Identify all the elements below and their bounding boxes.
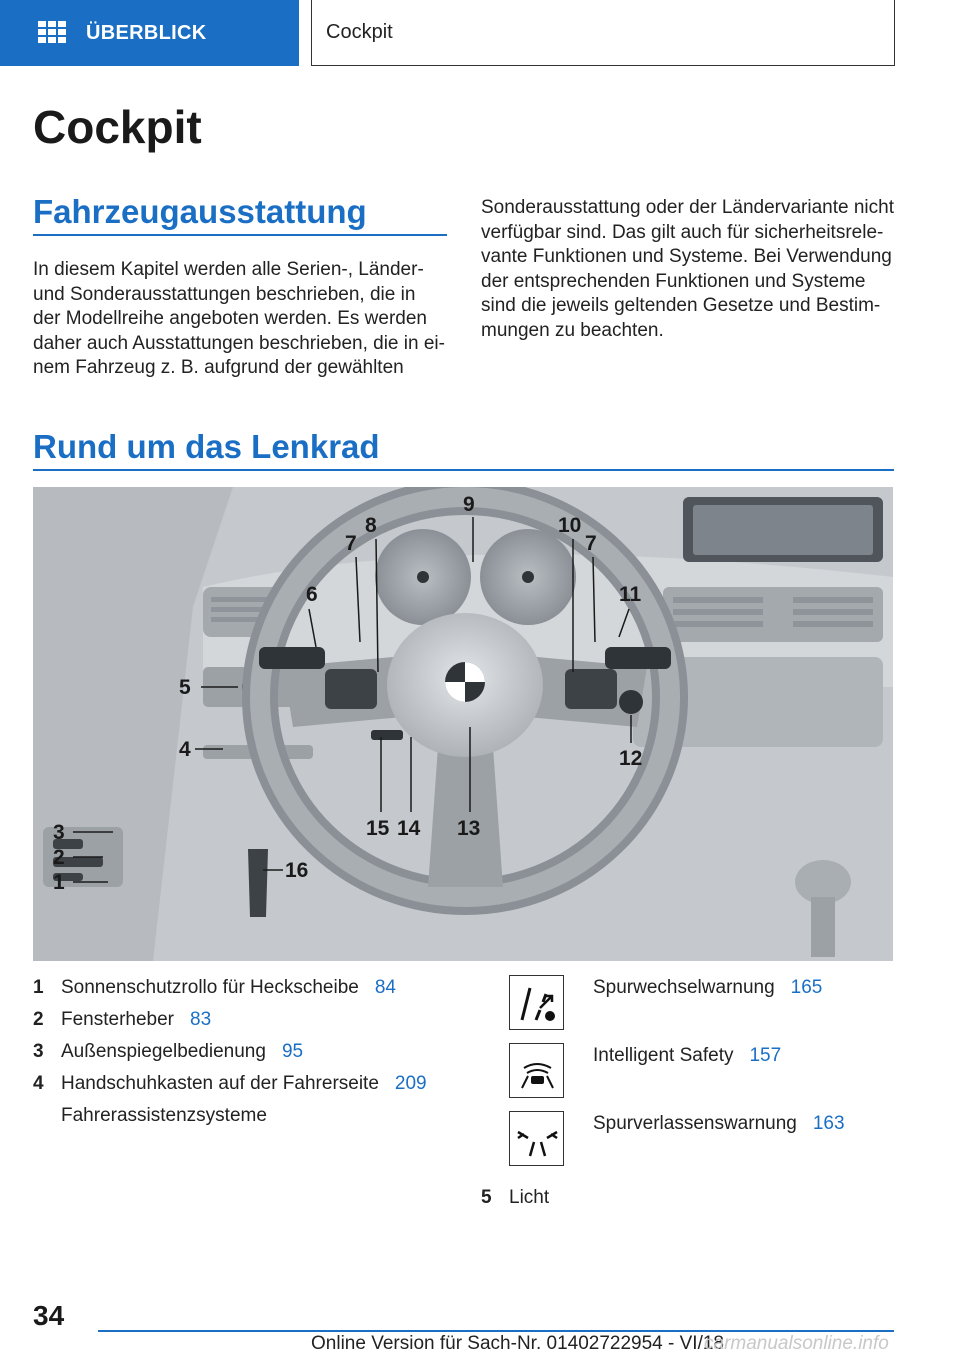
text-line: In diesem Kapitel werden alle Serien-, Länder- [33, 259, 424, 280]
text-line: sind die jeweils geltenden Gesetze und Bestim‐ [481, 295, 881, 316]
callout-7-right: 7 [585, 532, 597, 555]
callout-16: 16 [285, 859, 309, 882]
legend-item [33, 977, 396, 999]
callout-12: 12 [619, 747, 643, 770]
callout-9: 9 [463, 493, 475, 516]
section-rule [33, 234, 447, 236]
callout-4: 4 [179, 738, 191, 761]
overview-tab-label: ÜBERBLICK [86, 21, 207, 44]
callout-13: 13 [457, 817, 481, 840]
legend-number: 1 [33, 977, 44, 998]
text-line: Sonderausstattung oder der Ländervariante nicht [481, 197, 894, 218]
intro-paragraph-right [481, 196, 901, 343]
overview-tab[interactable] [0, 0, 299, 66]
legend-text: Spurverlassenswarnung [593, 1113, 797, 1134]
text-line: verfügbar sind. Das gilt auch für sicherheitsrele‐ [481, 221, 884, 243]
page-reference-link[interactable]: 209 [394, 1073, 427, 1094]
legend-item [593, 1045, 781, 1067]
page-reference-link[interactable]: 83 [190, 1009, 212, 1030]
text-line: vante Funktionen und Systeme. Bei Verwendung [481, 246, 892, 267]
callout-1: 1 [53, 871, 65, 894]
cockpit-drawing [33, 487, 893, 961]
callout-15: 15 [366, 817, 390, 840]
section-heading-fahrzeugausstattung: Fahrzeugausstattung [33, 193, 367, 230]
footer-rule [98, 1330, 894, 1332]
grid-menu-icon [38, 21, 66, 45]
legend-text: Spurwechselwarnung [593, 977, 775, 998]
section-heading-lenkrad: Rund um das Lenkrad [33, 428, 380, 465]
page-number: 34 [33, 1300, 65, 1331]
online-version-text: Online Version für Sach-Nr. 01402722954 - VI/18 [311, 1333, 724, 1354]
text-line: der entsprechenden Funktionen und Systeme [481, 270, 866, 292]
legend-text: Handschuhkasten auf der Fahrerseite [61, 1073, 379, 1094]
legend-item [593, 1113, 845, 1135]
legend-item [481, 1187, 549, 1209]
page-reference-link[interactable]: 163 [812, 1113, 845, 1134]
lane-change-warning-icon [509, 975, 564, 1030]
page-reference-link[interactable]: 157 [749, 1045, 782, 1066]
text-line: und Sonderausstattungen beschrieben, die in [33, 283, 416, 305]
legend-text: Fahrerassistenzsysteme [61, 1105, 267, 1126]
legend-item [593, 977, 822, 999]
legend-number: 5 [481, 1187, 492, 1208]
breadcrumb[interactable]: Cockpit [311, 0, 895, 66]
callout-7-left: 7 [345, 532, 357, 555]
text-line: der Modellreihe angeboten werden. Es werden [33, 308, 427, 329]
legend-text: Intelligent Safety [593, 1045, 734, 1066]
legend-number: 3 [33, 1041, 44, 1062]
legend-text: Licht [509, 1187, 550, 1208]
top-navigation [0, 0, 960, 66]
section-rule [33, 469, 894, 471]
page-reference-link[interactable]: 84 [374, 977, 396, 998]
text-line: mungen zu beachten. [481, 319, 664, 341]
legend-item [33, 1009, 211, 1031]
intro-paragraph-left [33, 258, 453, 381]
text-line: nem Fahrzeug z. B. aufgrund der gewählten [33, 357, 404, 378]
legend-text: Fensterheber [61, 1009, 175, 1030]
legend-item [33, 1041, 303, 1063]
legend-item [33, 1073, 427, 1095]
callout-11: 11 [619, 583, 642, 606]
page-reference-link[interactable]: 165 [790, 977, 823, 998]
legend-item [61, 1105, 267, 1127]
legend-text: Außenspiegelbedienung [61, 1041, 266, 1062]
intelligent-safety-icon [509, 1043, 564, 1098]
callout-8: 8 [365, 514, 377, 537]
cockpit-illustration [33, 487, 893, 961]
page-reference-link[interactable]: 95 [281, 1041, 304, 1062]
text-line: daher auch Ausstattungen beschrieben, die in ei‐ [33, 332, 445, 354]
callout-10: 10 [558, 514, 582, 537]
legend-number: 4 [33, 1073, 44, 1094]
page-title: Cockpit [33, 101, 202, 153]
watermark: carmanualsonline.info [704, 1333, 889, 1354]
callout-6: 6 [306, 583, 318, 606]
legend-text: Sonnenschutzrollo für Heckscheibe [61, 977, 359, 998]
callout-14: 14 [397, 817, 421, 840]
lane-departure-warning-icon [509, 1111, 564, 1166]
callout-2: 2 [53, 846, 65, 869]
callout-3: 3 [53, 821, 65, 844]
callout-5: 5 [179, 676, 191, 699]
legend-number: 2 [33, 1009, 44, 1030]
